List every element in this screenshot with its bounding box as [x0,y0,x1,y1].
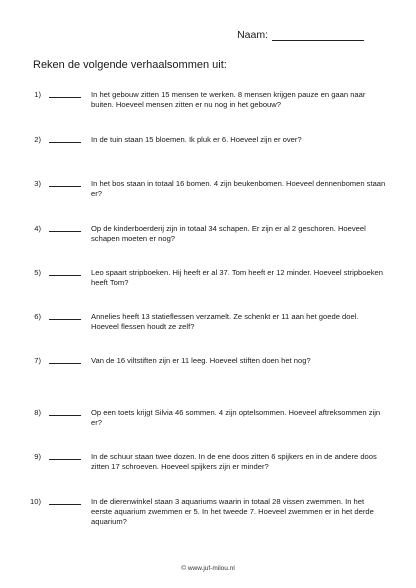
name-field-row [237,29,364,41]
exercise-text: In de dierenwinkel staan 3 aquariums waarin in totaal 28 vissen zwemmen. In het eerste aquarium zwemmen er 5. In het tweede 7. Hoeveel zwemmen er in het derde aquarium? [91,497,374,526]
answer-blank [49,142,81,143]
footer-copyright: © www.juf-milou.nl [181,565,235,572]
exercise-number: 4) [34,224,41,233]
exercise-text: Van de 16 viltstiften zijn er 11 leeg. Hoeveel stiften doen het nog? [91,356,311,365]
answer-blank [49,231,81,232]
exercise-text: In de tuin staan 15 bloemen. Ik pluk er 6. Hoeveel zijn er over? [91,135,302,144]
answer-blank [49,319,81,320]
exercise-number: 3) [34,179,41,188]
answer-blank [49,363,81,364]
exercise-text: Op een toets krijgt Silvia 46 sommen. 4 zijn optelsommen. Hoeveel aftreksommen zijn er? [91,408,381,427]
exercise-number: 8) [34,408,41,417]
answer-blank [49,415,81,416]
answer-blank [49,459,81,460]
exercise-number: 1) [34,90,41,99]
exercise-text: In het bos staan in totaal 16 bomen. 4 zijn beukenbomen. Hoeveel dennenbomen staan er? [91,179,386,198]
exercise-number: 5) [34,268,41,277]
exercise-text: Leo spaart stripboeken. Hij heeft er al 37. Tom heeft er 12 minder. Hoeveel stripboeken heeft Tom? [91,268,383,287]
answer-blank [49,275,81,276]
exercise-text: In de schuur staan twee dozen. In de ene doos zitten 6 spijkers en in de andere doos zitten 17 schroeven. Hoeveel spijkers zijn er minder? [91,452,377,471]
exercise-number: 10) [30,497,41,506]
name-label: Naam: [237,29,268,41]
answer-blank [49,97,81,98]
exercise-number: 2) [34,135,41,144]
answer-blank [49,504,81,505]
exercise-text: In het gebouw zitten 15 mensen te werken. 8 mensen krijgen pauze en gaan naar buiten. Hoeveel mensen zitten er nu nog in het gebouw? [91,90,366,109]
exercise-text: Op de kinderboerderij zijn in totaal 34 schapen. Er zijn er al 2 geschoren. Hoeveel schapen moeten er nog? [91,224,366,243]
instruction-heading: Reken de volgende verhaalsommen uit: [33,59,227,71]
exercise-number: 7) [34,356,41,365]
name-blank-line [272,29,364,41]
exercise-text: Annelies heeft 13 statieflessen verzamelt. Ze schenkt er 11 aan het goede doel. Hoeveel flessen houdt ze zelf? [91,312,359,331]
exercise-number: 6) [34,312,41,321]
answer-blank [49,186,81,187]
exercise-number: 9) [34,452,41,461]
